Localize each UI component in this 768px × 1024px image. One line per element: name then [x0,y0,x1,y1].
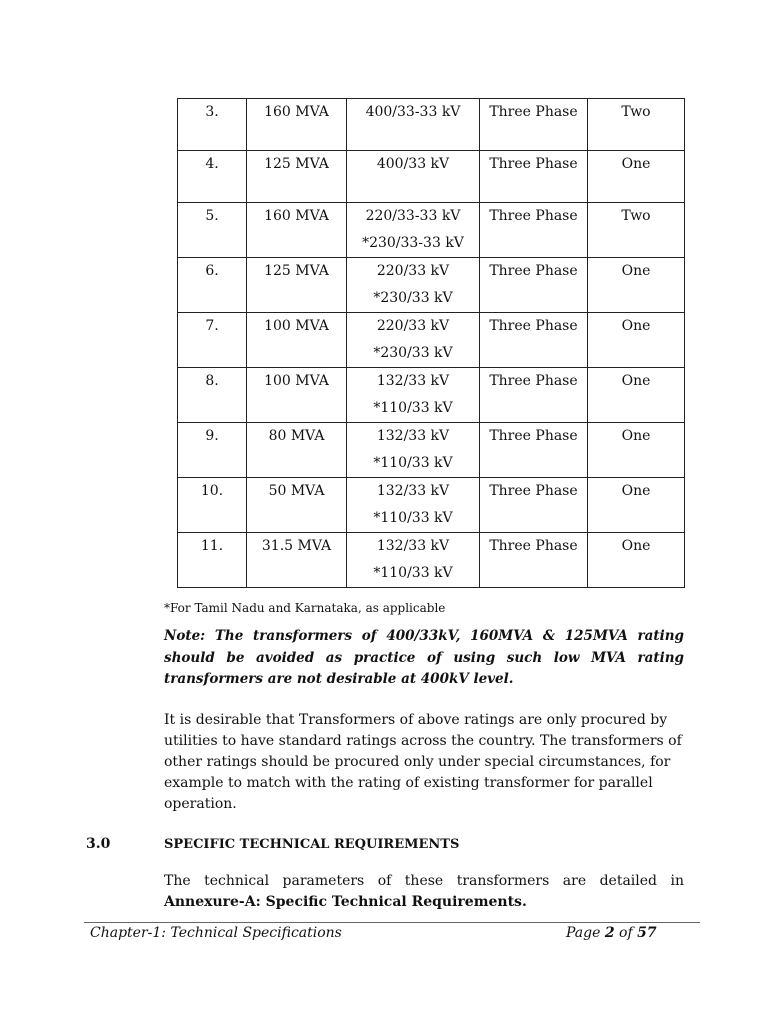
voltage-alternate: *230/33 kV [373,345,453,361]
page-of-label: of [619,925,633,941]
cell-mva: 100 MVA [247,368,347,423]
table-row [178,478,685,533]
section-title: SPECIFIC TECHNICAL REQUIREMENTS [164,837,460,852]
table-row [178,368,685,423]
cell-windings: One [588,368,685,423]
footnote: *For Tamil Nadu and Karnataka, as applicable [164,601,446,615]
cell-phase: Three Phase [480,99,588,151]
voltage-alternate: *110/33 kV [373,400,453,416]
cell-phase: Three Phase [480,478,588,533]
cell-windings: Two [588,203,685,258]
voltage-alternate: *230/33 kV [373,290,453,306]
voltage-alternate: *110/33 kV [373,565,453,581]
table-body [178,99,685,588]
section-body [164,871,684,913]
table-row [178,533,685,588]
cell-mva: 125 MVA [247,151,347,203]
cell-windings: Two [588,99,685,151]
cell-phase: Three Phase [480,203,588,258]
cell-number: 6. [178,258,247,313]
table-row [178,99,685,151]
section-body-text: The technical parameters of these transformers are detailed in [164,873,684,889]
cell-phase: Three Phase [480,423,588,478]
voltage-primary: 220/33 kV [376,318,450,334]
cell-windings: One [588,423,685,478]
cell-windings: One [588,151,685,203]
cell-voltage [347,99,480,151]
transformer-ratings-table [177,98,685,588]
table-row [178,151,685,203]
annexure-reference: Annexure-A: Specific Technical Requirements. [164,894,527,910]
page-total: 57 [637,925,657,941]
voltage-primary: 220/33-33 kV [365,208,461,224]
cell-mva: 31.5 MVA [247,533,347,588]
voltage-primary: 132/33 kV [376,373,450,389]
table-row [178,203,685,258]
voltage-primary: 132/33 kV [376,538,450,554]
cell-mva: 125 MVA [247,258,347,313]
cell-number: 4. [178,151,247,203]
table-row [178,258,685,313]
cell-voltage [347,368,480,423]
footer-page-number [566,925,657,941]
voltage-primary: 220/33 kV [376,263,450,279]
table-row [178,423,685,478]
voltage-primary: 132/33 kV [376,428,450,444]
page-current: 2 [604,925,615,941]
cell-voltage [347,313,480,368]
cell-mva: 50 MVA [247,478,347,533]
cell-phase: Three Phase [480,533,588,588]
voltage-alternate: *230/33-33 kV [362,235,464,251]
cell-phase: Three Phase [480,313,588,368]
cell-windings: One [588,533,685,588]
cell-voltage [347,258,480,313]
footer-rule [84,922,700,923]
cell-mva: 100 MVA [247,313,347,368]
page-label: Page [566,925,601,941]
voltage-primary: 400/33 kV [376,156,450,172]
cell-number: 11. [178,533,247,588]
footer-chapter: Chapter-1: Technical Specifications [90,925,342,941]
body-paragraph: It is desirable that Transformers of above ratings are only procured by utilities to have standard ratings across the country. The transformers of other ratings should be procured only under special circumstances, for example to match with the rating of existing transformer for parallel operation. [164,712,682,812]
cell-voltage [347,533,480,588]
cell-number: 5. [178,203,247,258]
cell-voltage [347,478,480,533]
cell-windings: One [588,478,685,533]
cell-phase: Three Phase [480,368,588,423]
cell-voltage [347,203,480,258]
cell-mva: 160 MVA [247,203,347,258]
cell-number: 7. [178,313,247,368]
voltage-primary: 400/33-33 kV [365,104,461,120]
cell-mva: 80 MVA [247,423,347,478]
cell-phase: Three Phase [480,258,588,313]
cell-number: 3. [178,99,247,151]
cell-windings: One [588,313,685,368]
cell-voltage [347,423,480,478]
table-row [178,313,685,368]
cell-mva: 160 MVA [247,99,347,151]
note-text: Note: The transformers of 400/33kV, 160MVA & 125MVA rating should be avoided as practice of using such low MVA rating transformers are not desirable at 400kV level. [164,628,684,687]
cell-windings: One [588,258,685,313]
cell-phase: Three Phase [480,151,588,203]
voltage-alternate: *110/33 kV [373,455,453,471]
voltage-primary: 132/33 kV [376,483,450,499]
cell-number: 10. [178,478,247,533]
cell-voltage [347,151,480,203]
section-number: 3.0 [86,836,111,852]
cell-number: 8. [178,368,247,423]
voltage-alternate: *110/33 kV [373,510,453,526]
cell-number: 9. [178,423,247,478]
